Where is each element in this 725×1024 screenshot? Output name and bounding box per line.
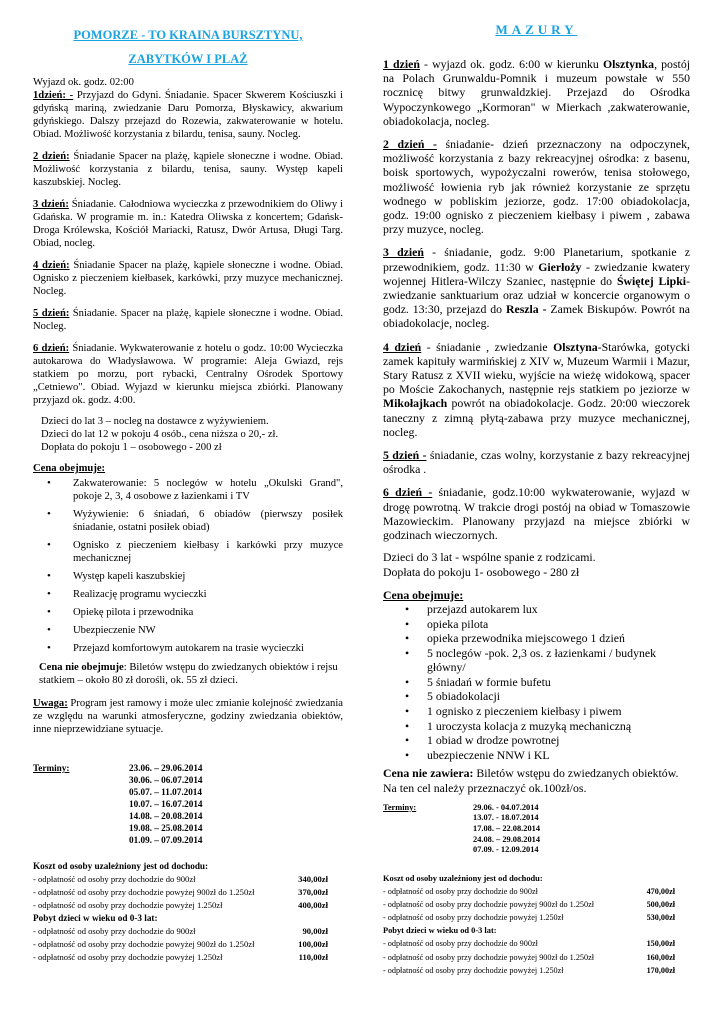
term-date: 13.07. - 18.07.2014 — [473, 813, 539, 823]
includes-item: • 5 obiadokolacji — [383, 689, 690, 704]
place-name: Gierłoży — [538, 259, 582, 274]
day-text: - wyjazd ok. godz. 6:00 w kierunku — [419, 57, 603, 71]
children-info-line: Dopłata do pokoju 1 – osobowego - 200 zł — [41, 442, 222, 453]
day-4 — [33, 259, 343, 298]
day-text: Śniadanie. Całodniowa wycieczka z przewodnikiem do Oliwy i Gdańska. W programie m. in.: Katedra Oliwska z koncertem; Gdańsk-Droga Królewska, Kościół Mariacki, Ratusz, Dwór Artusa, Długi Targ. Obiad, nocleg. — [33, 199, 343, 249]
price-value: 100,00zł — [298, 939, 328, 949]
price-row — [33, 899, 328, 912]
price-value: 470,00zł — [646, 886, 675, 896]
price-label: - odpłatność od osoby przy dochodzie powyżej 900zł do 1.250zł — [383, 900, 595, 910]
price-row — [33, 938, 328, 951]
includes-item: • Zakwaterowanie: 5 noclegów w hotelu „Okulski Grand", pokoje 2, 3, 4 osobowe z łazienkami i TV — [33, 477, 343, 503]
includes-item: • Występ kapeli kaszubskiej — [33, 570, 343, 583]
term-date: 29.06. - 04.07.2014 — [473, 802, 539, 812]
price-row — [33, 951, 328, 964]
day-label: 6 dzień: — [33, 343, 70, 354]
price-label: - odpłatność od osoby przy dochodzie powyżej 1.250zł — [383, 913, 564, 923]
single-room-surcharge: Dopłata do pokoju 1- osobowego - 280 zł — [383, 564, 580, 579]
child-cost-title: Pobyt dzieci w wieku od 0-3 lat: — [33, 913, 158, 923]
price-value: 530,00zł — [646, 913, 675, 923]
excludes-text: : Biletów wstępu do zwiedzanych obiektów i rejsu statkiem – około 80 zł dorośli, ok. 55 zł dzieci. — [39, 662, 338, 686]
pomorze-column — [33, 0, 343, 964]
terms-label: Terminy: — [383, 802, 417, 812]
place-name: Mikołajkach — [383, 396, 448, 411]
includes-list — [383, 602, 690, 763]
cost-list — [33, 873, 328, 912]
day-1 — [33, 89, 343, 141]
price-value: 110,00zł — [298, 952, 328, 962]
day-text: Śniadanie. Wykwaterowanie z hotelu o godz. 10:00 Wycieczka autokarowa do Władysławowa. W programie: Aleja Gwiazd, rejs statkiem po morzu, port rybacki, Centralny Ośrodek Sportowy „Cetniewo". Obiad. Wyjazd w kierunku miejsca zbiórki. Planowany przyjazd ok. godz. 4:00. — [33, 343, 343, 406]
day-text: Zamek Biskupów. Powrót na obiadokolacje, nocleg. — [383, 302, 690, 331]
day-5 — [33, 307, 343, 333]
term-date: 17.08. – 22.08.2014 — [473, 824, 540, 834]
place-name: Świętej Lipki — [616, 273, 687, 288]
price-label: - odpłatność od osoby przy dochodzie powyżej 900zł do 1.250zł — [33, 887, 255, 897]
day-label: 5 dzień: — [33, 308, 70, 319]
day-6 — [383, 485, 690, 542]
price-label: - odpłatność od osoby przy dochodzie powyżej 900zł do 1.250zł — [383, 952, 595, 962]
includes-title: Cena obejmuje: — [33, 463, 106, 474]
day-text: śniadanie- dzień przeznaczony na odpoczynek, możliwość korzystania z bazy rekreacyjnej ośrodka: z basenu, boisk sportowych, wypożyczalni rowerów, tenisa stołowego, możliwość łowienia ryb jak również korzystanie ze sprzętu wodnego w pobliskim jeziorze, godz. 17:00 obiadokolacja, godz. 19:00 ognisko z pieczeniem kiełbasy i piwem , zabawa przy muzyce, nocleg. — [383, 137, 690, 237]
day-6 — [33, 342, 343, 407]
day-label: 1 dzień — [383, 57, 420, 71]
note-text: Program jest ramowy i może ulec zmianie kolejność zwiedzania ze względu na warunki atmosferyczne, godziny zwiedzania obiektów, inne nieprzewidziane sytuacje. — [33, 698, 343, 735]
includes-list — [33, 477, 343, 655]
price-value: 500,00zł — [646, 900, 675, 910]
day-label: 2 dzień - — [383, 137, 437, 152]
place-name: Olsztyna — [553, 339, 598, 354]
child-cost-title: Pobyt dzieci w wieku od 0-3 lat: — [383, 926, 497, 936]
includes-item: • 5 śniadań w formie bufetu — [383, 675, 690, 690]
price-row — [383, 964, 675, 977]
day-text: Śniadanie Spacer na plażę, kąpiele słoneczne i wodne. Obiad. Możliwość korzystania z bilardu, tenisa, sauny. Występ kapeli kaszubskiej. Nocleg. — [33, 151, 344, 188]
mazury-column — [383, 0, 690, 977]
excludes-text: Biletów wstępu do zwiedzanych obiektów. Na ten cel należy przeznaczyć ok.100zł/os. — [383, 766, 679, 795]
price-label: - odpłatność od osoby przy dochodzie powyżej 1.250zł — [33, 952, 223, 962]
price-row — [383, 898, 675, 911]
cost-title: Koszt od osoby uzależniony jest od dochodu: — [33, 861, 209, 871]
includes-item: • Ognisko z pieczeniem kiełbasy i karkówki przy muzyce mechanicznej — [33, 539, 343, 565]
day-label: 5 dzień - — [383, 448, 427, 463]
terms-block — [33, 762, 343, 846]
day-3 — [33, 198, 343, 250]
children-info — [33, 415, 343, 454]
price-value: 90,00zł — [302, 926, 328, 936]
price-label: - odpłatność od osoby przy dochodzie do 900zł — [383, 886, 538, 896]
day-text: Śniadanie. Spacer na plażę, kąpiele słoneczne i wodne. Obiad. Nocleg. — [33, 308, 343, 332]
term-date: 10.07. – 16.07.2014 — [129, 799, 203, 809]
day-text: , postój na Polach Grunwaldu-Pomnik i muzeum powstałe w 550 rocznicę bitwy grunwaldzkiej. Przejazd do Ośrodka Wypoczynkowego „Kormoran" w Mierkach ,zakwaterowanie, obiadokolacja, nocleg. — [383, 57, 690, 128]
price-label: - odpłatność od osoby przy dochodzie do 900zł — [33, 926, 196, 936]
term-date: 07.09. - 12.09.2014 — [473, 845, 539, 855]
includes-item: • Realizację programu wycieczki — [33, 588, 343, 601]
includes-item: • ubezpieczenie NNW i KL — [383, 748, 690, 763]
pomorze-itinerary — [33, 89, 343, 407]
price-row — [33, 873, 328, 886]
children-info-line: Dzieci do lat 12 w pokoju 4 osób., cena niższa o 20,- zł. — [41, 429, 279, 440]
cost-title: Koszt od osoby uzależniony jest od dochodu: — [383, 873, 543, 883]
price-value: 340,00zł — [298, 874, 328, 884]
price-label: - odpłatność od osoby przy dochodzie powyżej 900zł do 1.250zł — [33, 939, 255, 949]
day-2 — [33, 150, 343, 189]
price-row — [383, 885, 675, 898]
note-label: Uwaga: — [33, 698, 68, 709]
includes-item: • Wyżywienie: 6 śniadań, 6 obiadów (pierwszy posiłek śniadanie, ostatni posiłek obiad) — [33, 508, 343, 534]
includes-item: • Przejazd komfortowym autokarem na trasie wycieczki — [33, 642, 343, 655]
terms-list — [473, 803, 540, 856]
term-date: 01.09. – 07.09.2014 — [129, 835, 203, 845]
includes-item: • przejazd autokarem lux — [383, 602, 690, 617]
excludes-label: Cena nie obejmuje — [39, 662, 124, 673]
day-text: Śniadanie Spacer na plażę, kąpiele słoneczne i wodne. Obiad. Ognisko z pieczeniem kiełbasek, karkówki, przy muzyce mechanicznej. Nocleg. — [33, 260, 344, 297]
includes-item: • 5 noclegów -pok. 2,3 os. z łazienkami / budynek główny/ — [383, 646, 690, 675]
children-info-line: Dzieci do lat 3 – nocleg na dostawce z wyżywieniem. — [41, 416, 269, 427]
day-label: 4 dzień: — [33, 260, 70, 271]
place-name: Olsztynka — [602, 57, 655, 71]
mazury-title: MAZURY — [495, 22, 578, 37]
day-text: śniadanie, godz.10:00 wykwaterowanie, wyjazd w drogę powrotną. W trakcie drogi postój na obiad w Tomaszowie Mazowieckim. Planowany przyjazd na miejsce zbiórki w godzinach wieczornych. — [383, 485, 690, 543]
day-text: - śniadanie , zwiedzanie — [421, 339, 554, 354]
price-row — [33, 886, 328, 899]
day-label: 6 dzień - — [383, 485, 433, 500]
price-label: - odpłatność od osoby przy dochodzie do 900zł — [383, 939, 538, 949]
price-label: - odpłatność od osoby przy dochodzie powyżej 1.250zł — [33, 900, 223, 910]
day-label: 2 dzień: — [33, 151, 70, 162]
price-label: - odpłatność od osoby przy dochodzie powyżej 1.250zł — [383, 965, 564, 975]
note — [33, 697, 343, 736]
departure-time: Wyjazd ok. godz. 02:00 — [33, 77, 134, 88]
price-value: 370,00zł — [298, 887, 328, 897]
day-text: Przyjazd do Gdyni. Śniadanie. Spacer Skwerem Kościuszki i gdyńską mariną, zwiedzanie Daru Pomorza, Błyskawicy, akwarium gdyńskiego. Dalszy przejazd do Rozewia, zakwaterowanie w hotelu. Obiad. Możliwość korzystania z bilardu, tenisa, sauny. Nocleg. — [33, 90, 343, 140]
includes-item: • Opiekę pilota i przewodnika — [33, 606, 343, 619]
term-date: 30.06. – 06.07.2014 — [129, 775, 203, 785]
day-2 — [383, 137, 690, 236]
day-4 — [383, 340, 690, 439]
child-cost-list — [383, 937, 675, 977]
includes-item: • opieka przewodnika miejscowego 1 dzień — [383, 631, 690, 646]
price-label: - odpłatność od osoby przy dochodzie do 900zł — [33, 874, 196, 884]
includes-item: • 1 ognisko z pieczeniem kiełbasy i piwem — [383, 704, 690, 719]
day-text: powrót na obiadokolacje. Godz. 20:00 wieczorek taneczny z zimną płytą-zabawa przy muzyce mechanicznej, nocleg. — [383, 396, 690, 439]
term-date: 23.06. – 29.06.2014 — [129, 763, 203, 773]
day-text: śniadanie, czas wolny, korzystanie z bazy rekreacyjnej ośrodka . — [383, 448, 690, 477]
excludes-info — [383, 766, 690, 794]
place-name: Reszla - — [505, 302, 547, 317]
includes-item: • Ubezpieczenie NW — [33, 624, 343, 637]
day-label: 1dzień: - — [33, 90, 74, 101]
term-date: 24.08. – 29.08.2014 — [473, 834, 540, 844]
child-cost-list — [33, 925, 328, 964]
includes-item: • 1 uroczysta kolacja z muzyką mechaniczną — [383, 719, 690, 734]
price-value: 170,00zł — [646, 965, 675, 975]
terms-list — [129, 762, 203, 846]
price-row — [33, 925, 328, 938]
price-row — [383, 951, 675, 964]
day-text: -Starówka, gotycki zamek kapituły warmińskiej z XIV w, Muzeum Warmii i Mazur, Stary Ratusz z XVII wieku, wyjście na wieżę widokową, spacer po Moście Zakochanych, następnie rejs statkiem po jeziorze w — [383, 339, 690, 397]
pomorze-title-line2: ZABYTKÓW I PLAŻ — [128, 52, 248, 66]
pomorze-title-line1: POMORZE - TO KRAINA BURSZTYNU, — [73, 28, 303, 42]
children-info: Dzieci do 3 lat - wspólne spanie z rodzicami. — [383, 550, 596, 565]
includes-item: • 1 obiad w drodze powrotnej — [383, 733, 690, 748]
day-label: 3 dzień — [383, 245, 424, 260]
cost-list — [383, 885, 675, 925]
day-5 — [383, 448, 690, 476]
term-date: 05.07. – 11.07.2014 — [129, 787, 202, 797]
term-date: 14.08. – 20.08.2014 — [129, 811, 203, 821]
terms-block — [383, 803, 690, 856]
includes-item: • opieka pilota — [383, 617, 690, 632]
mazury-itinerary — [383, 57, 690, 542]
price-row — [383, 937, 675, 950]
price-value: 150,00zł — [646, 939, 675, 949]
day-1 — [383, 57, 690, 128]
term-date: 19.08. – 25.08.2014 — [129, 823, 203, 833]
excludes-info — [33, 661, 343, 687]
day-text: -zwiedzanie sanktuarium oraz udział w koncercie organowym o godz. 13:30, przejazd do — [383, 273, 690, 317]
price-value: 160,00zł — [646, 952, 675, 962]
day-3 — [383, 245, 690, 330]
includes-title: Cena obejmuje: — [383, 587, 464, 602]
day-label: 4 dzień — [383, 339, 422, 354]
price-row — [383, 911, 675, 924]
day-text: - śniadanie, godz. 9:00 Planetarium, spotkanie z przewodnikiem, godz. 11:30 w — [383, 245, 690, 274]
price-value: 400,00zł — [298, 900, 328, 910]
excludes-label: Cena nie zawiera: — [383, 766, 474, 781]
day-label: 3 dzień: — [33, 199, 69, 210]
day-text: - zwiedzanie kwatery wojennej Hitlera-Wilczy Szaniec, następnie do — [383, 259, 690, 288]
terms-label: Terminy: — [33, 763, 70, 773]
